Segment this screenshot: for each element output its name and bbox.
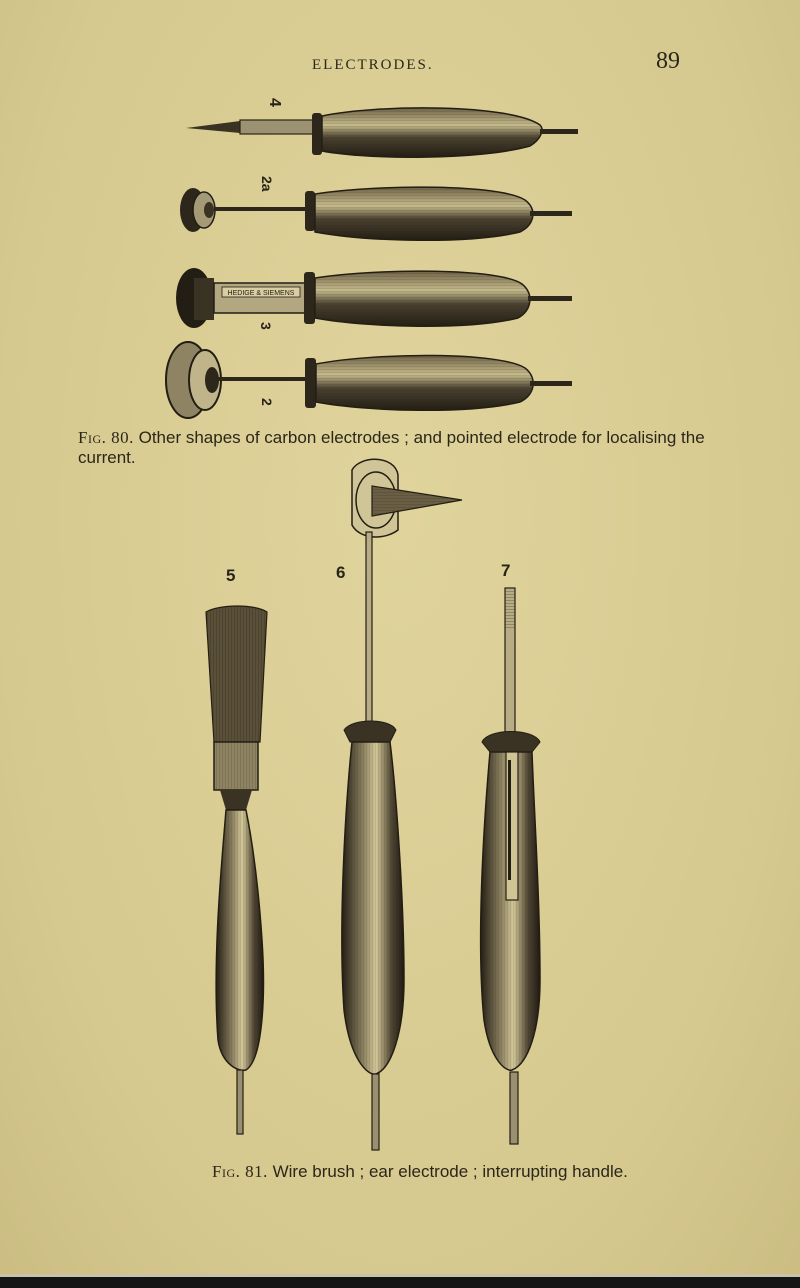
label-5: 5 [226, 566, 236, 585]
figure-81-text: Wire brush ; ear electrode ; interrupting handle. [272, 1162, 628, 1181]
cylinder-electrode [176, 268, 572, 328]
maker-stamp: HEDIGE & SIEMENS [227, 290, 295, 297]
figure-80-caption [78, 428, 718, 468]
scan-bottom-edge [0, 1274, 800, 1288]
label-4: 4 [266, 98, 283, 107]
label-6: 6 [336, 563, 346, 582]
label-2a: 2a [259, 176, 275, 192]
label-2: 2 [259, 398, 275, 406]
figure-81-label: Fig. 81. [212, 1162, 268, 1181]
pointed-electrode [186, 108, 578, 157]
label-7: 7 [501, 561, 511, 580]
figure-81-caption [212, 1162, 632, 1182]
ear-electrode [342, 459, 462, 1150]
button-electrode-2a [180, 187, 572, 240]
running-head: ELECTRODES. [312, 57, 434, 73]
disc-electrode [166, 342, 572, 418]
wire-brush [206, 606, 267, 1134]
interrupting-handle [481, 588, 540, 1144]
figure-80-label: Fig. 80. [78, 428, 134, 447]
figure-80-text: Other shapes of carbon electrodes ; and pointed electrode for localising the current. [78, 428, 705, 467]
page-number: 89 [656, 48, 680, 74]
label-3: 3 [258, 322, 274, 330]
